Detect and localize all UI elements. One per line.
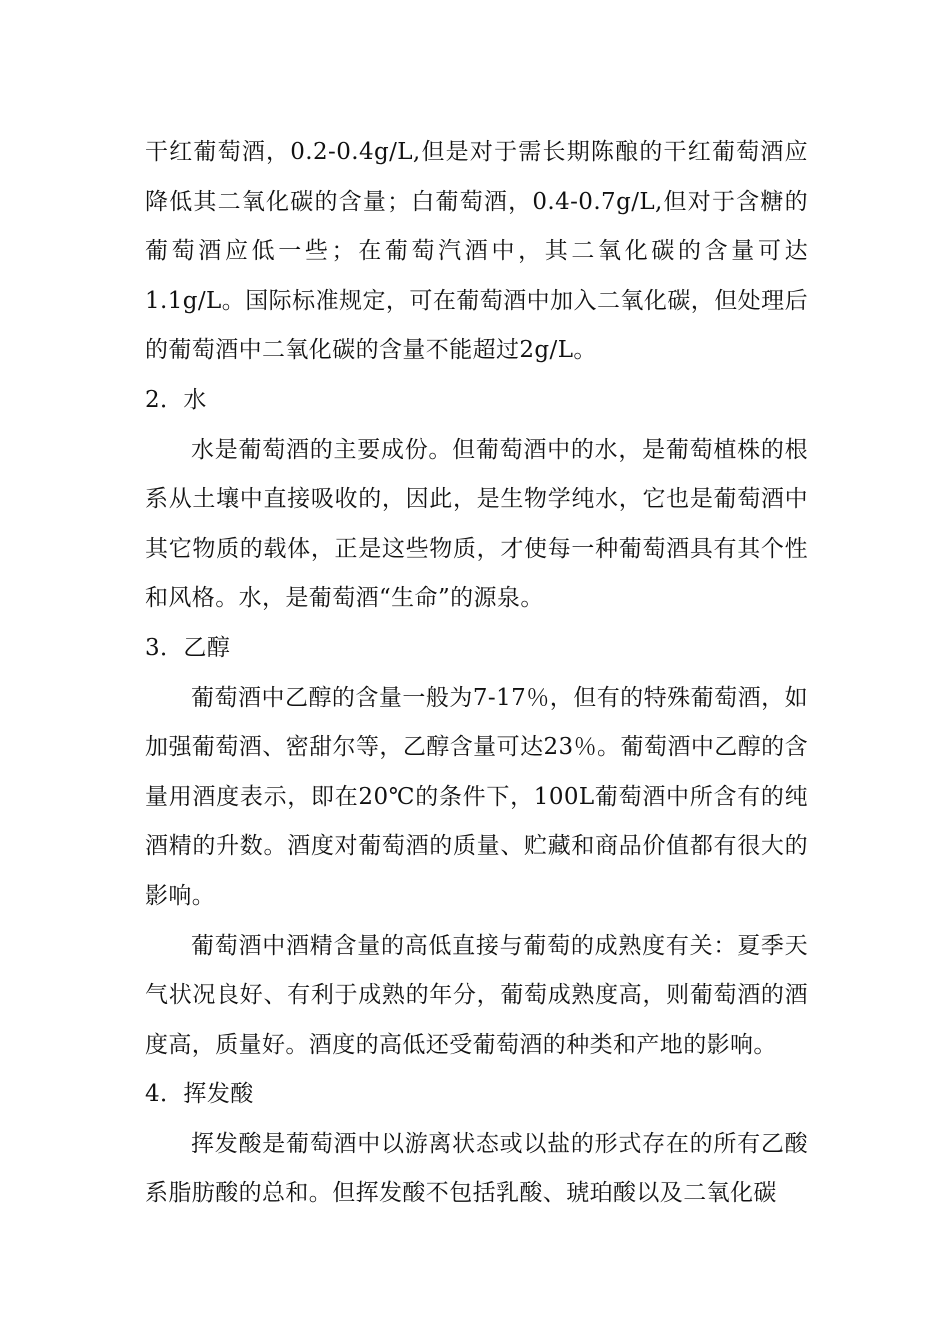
paragraph-ethanol-ripeness: 葡萄酒中酒精含量的高低直接与葡萄的成熟度有关：夏季天气状况良好、有利于成熟的年分，葡萄成熟度高，则葡萄酒的酒度高，质量好。酒度的高低还受葡萄酒的种类和产地的影响。 (145, 932, 808, 1058)
section-heading-ethanol: 3．乙醇 (145, 634, 231, 661)
section-heading-volatile-acid: 4．挥发酸 (145, 1081, 254, 1108)
paragraph-carbon-dioxide-levels: 干红葡萄酒，0.2-0.4g/L,但是对于需长期陈酿的干红葡萄酒应降低其二氧化碳的含量；白葡萄酒，0.4-0.7g/L,但对于含糖的葡萄酒应低一些；在葡萄汽酒中，其二氧化碳的含量可达1.1g/L。国际标准规定，可在葡萄酒中加入二氧化碳，但处理后的葡萄酒中二氧化碳的含量不能超过2g/L。 (145, 139, 808, 364)
document-page (145, 128, 808, 1219)
paragraph-water: 水是葡萄酒的主要成份。但葡萄酒中的水，是葡萄植株的根系从土壤中直接吸收的，因此，是生物学纯水，它也是葡萄酒中其它物质的载体，正是这些物质，才使每一种葡萄酒具有其个性和风格。水，是葡萄酒“生命”的源泉。 (145, 436, 808, 612)
paragraph-ethanol-content: 葡萄酒中乙醇的含量一般为7-17％，但有的特殊葡萄酒，如加强葡萄酒、密甜尔等，乙醇含量可达23％。葡萄酒中乙醇的含量用酒度表示，即在20℃的条件下，100L葡萄酒中所含有的纯酒精的升数。酒度对葡萄酒的质量、贮藏和商品价值都有很大的影响。 (145, 684, 808, 909)
paragraph-volatile-acid: 挥发酸是葡萄酒中以游离状态或以盐的形式存在的所有乙酸系脂肪酸的总和。但挥发酸不包括乳酸、琥珀酸以及二氧化碳 (145, 1130, 808, 1207)
section-heading-water: 2．水 (145, 386, 207, 413)
